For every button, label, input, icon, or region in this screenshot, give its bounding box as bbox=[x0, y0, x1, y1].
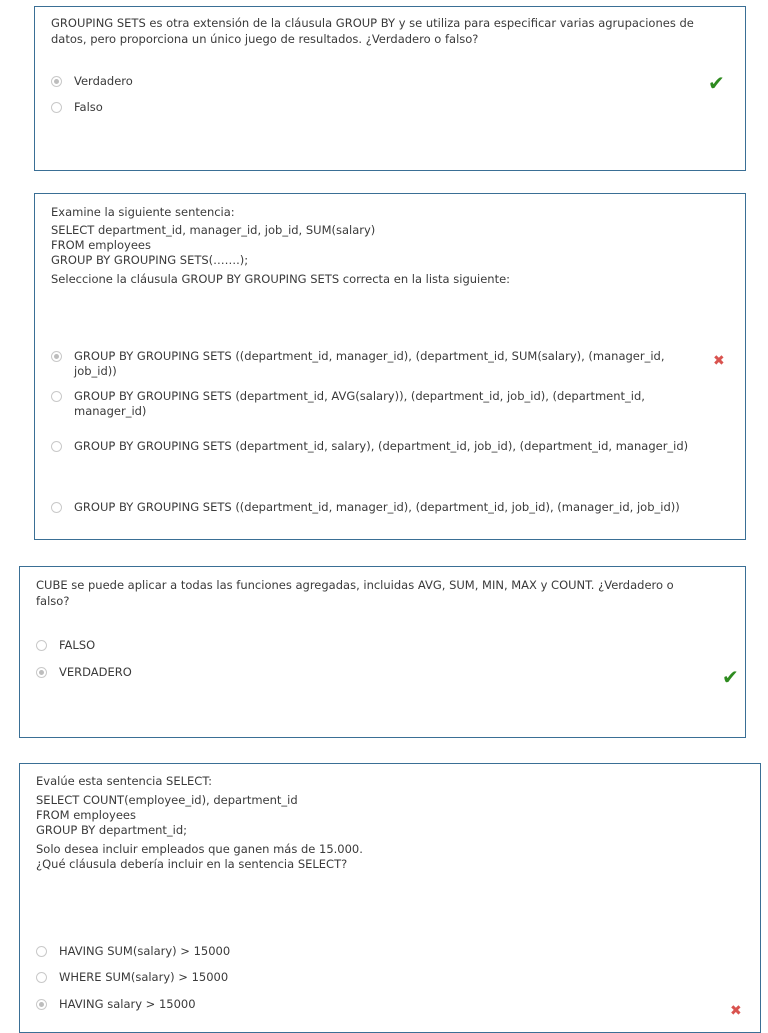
question-intro: Evalúe esta sentencia SELECT: bbox=[36, 774, 212, 788]
answer-option[interactable] bbox=[51, 100, 685, 115]
radio-selected[interactable] bbox=[36, 667, 47, 678]
radio-selected[interactable] bbox=[51, 76, 62, 87]
option-label-line: GROUP BY GROUPING SETS (department_id, AVG(salary)), (department_id, job_id), (department_id, bbox=[74, 389, 645, 403]
answer-option[interactable] bbox=[51, 349, 685, 379]
question-text-line: falso? bbox=[36, 594, 70, 608]
answer-option[interactable] bbox=[51, 389, 685, 419]
question-card-3 bbox=[19, 566, 746, 738]
option-label: HAVING SUM(salary) > 15000 bbox=[59, 944, 231, 958]
code-line: SELECT COUNT(employee_id), department_id bbox=[36, 793, 298, 807]
answer-option[interactable] bbox=[51, 500, 735, 515]
question-prompt: ¿Qué cláusula debería incluir en la sentencia SELECT? bbox=[36, 857, 348, 871]
radio-unselected[interactable] bbox=[51, 102, 62, 113]
question-text bbox=[36, 577, 731, 609]
answer-option[interactable] bbox=[36, 997, 700, 1012]
answer-option[interactable] bbox=[36, 638, 685, 653]
code-line: GROUP BY department_id; bbox=[36, 823, 188, 837]
code-line: GROUP BY GROUPING SETS(…….); bbox=[51, 253, 249, 267]
question-card-4 bbox=[19, 763, 761, 1033]
question-text bbox=[36, 774, 746, 872]
option-label-line: job_id)) bbox=[74, 364, 117, 378]
radio-unselected[interactable] bbox=[51, 441, 62, 452]
answer-option[interactable] bbox=[51, 439, 735, 454]
option-label: HAVING salary > 15000 bbox=[59, 997, 196, 1011]
question-prompt: Solo desea incluir empleados que ganen más de 15.000. bbox=[36, 842, 363, 856]
code-line: FROM employees bbox=[51, 238, 151, 252]
option-label-line: manager_id) bbox=[74, 404, 147, 418]
question-card-2 bbox=[34, 193, 746, 540]
question-text-line: CUBE se puede aplicar a todas las funciones agregadas, incluidas AVG, SUM, MIN, MAX y COUNT. ¿Verdadero o bbox=[36, 578, 674, 592]
answer-option[interactable] bbox=[36, 970, 700, 985]
question-text-line: datos, pero proporciona un único juego de resultados. ¿Verdadero o falso? bbox=[51, 32, 479, 46]
radio-unselected[interactable] bbox=[36, 640, 47, 651]
code-line: FROM employees bbox=[36, 808, 136, 822]
question-card-1 bbox=[34, 6, 746, 171]
radio-selected[interactable] bbox=[51, 351, 62, 362]
cross-icon: ✖ bbox=[713, 353, 725, 369]
option-label: Verdadero bbox=[74, 74, 133, 88]
radio-unselected[interactable] bbox=[51, 391, 62, 402]
option-label: GROUP BY GROUPING SETS (department_id, salary), (department_id, job_id), (department_id, manager_id) bbox=[74, 439, 689, 453]
radio-unselected[interactable] bbox=[36, 972, 47, 983]
question-text-line: GROUPING SETS es otra extensión de la cláusula GROUP BY y se utiliza para especificar varias agrupaciones de bbox=[51, 16, 694, 30]
option-label-line: GROUP BY GROUPING SETS ((department_id, manager_id), (department_id, SUM(salary), (manager_id, bbox=[74, 349, 665, 363]
answer-option[interactable] bbox=[36, 944, 700, 959]
check-icon: ✔ bbox=[722, 665, 739, 689]
question-text bbox=[51, 205, 731, 287]
answer-option[interactable] bbox=[51, 74, 685, 89]
option-label: WHERE SUM(salary) > 15000 bbox=[59, 970, 229, 984]
cross-icon: ✖ bbox=[730, 1003, 742, 1019]
answer-option[interactable] bbox=[36, 665, 685, 680]
question-intro: Examine la siguiente sentencia: bbox=[51, 205, 235, 219]
code-line: SELECT department_id, manager_id, job_id, SUM(salary) bbox=[51, 223, 376, 237]
radio-unselected[interactable] bbox=[36, 946, 47, 957]
radio-unselected[interactable] bbox=[51, 502, 62, 513]
option-label: VERDADERO bbox=[59, 665, 132, 679]
check-icon: ✔ bbox=[708, 71, 725, 95]
question-text bbox=[51, 15, 731, 47]
option-label: Falso bbox=[74, 100, 103, 114]
option-label bbox=[74, 349, 665, 379]
option-label: FALSO bbox=[59, 638, 96, 652]
question-prompt: Seleccione la cláusula GROUP BY GROUPING SETS correcta en la lista siguiente: bbox=[51, 272, 511, 286]
option-label: GROUP BY GROUPING SETS ((department_id, manager_id), (department_id, job_id), (manager_id, job_id)) bbox=[74, 500, 680, 514]
option-label bbox=[74, 389, 645, 419]
radio-selected[interactable] bbox=[36, 999, 47, 1010]
